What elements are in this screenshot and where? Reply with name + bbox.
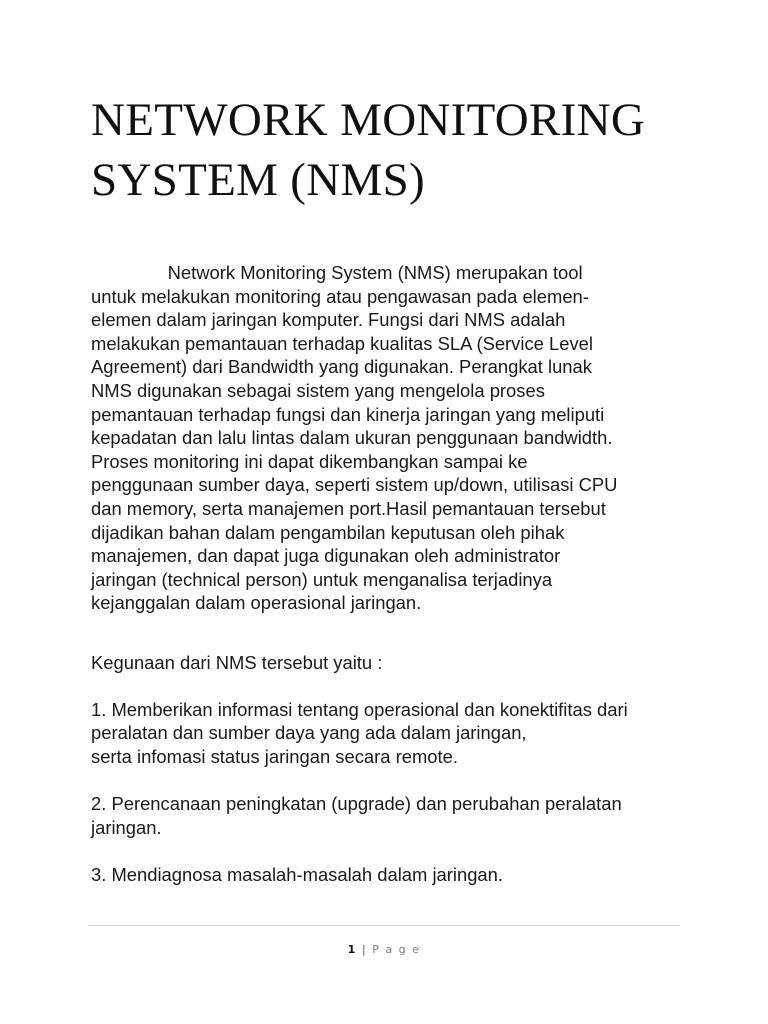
paragraph-line: kepadatan dan lalu lintas dalam ukuran penggunaan bandwidth. [91, 427, 613, 449]
paragraph-line: jaringan (technical person) untuk menganalisa terjadinya [91, 568, 553, 590]
title-line: SYSTEM (NMS) [91, 154, 425, 206]
list-item-line: 2. Perencanaan peningkatan (upgrade) dan perubahan peralatan [91, 793, 622, 815]
paragraph-line: pemantauan terhadap fungsi dan kinerja jaringan yang meliputi [91, 403, 605, 425]
paragraph-line: penggunaan sumber daya, seperti sistem up/down, utilisasi CPU [91, 474, 618, 496]
paragraph-line: untuk melakukan monitoring atau pengawasan pada elemen- [91, 285, 589, 307]
page-number: 1 [347, 943, 357, 956]
list-item-line: 1. Memberikan informasi tentang operasional dan konektifitas dari [91, 698, 628, 720]
page-separator: | [361, 943, 368, 956]
list-item-line: peralatan dan sumber daya yang ada dalam jaringan, [91, 722, 527, 744]
document-title [91, 90, 711, 210]
paragraph-spacer [91, 768, 691, 792]
paragraph-line: Agreement) dari Bandwidth yang digunakan. Perangkat lunak [91, 356, 592, 378]
paragraph-line: manajemen, dan dapat juga digunakan oleh administrator [91, 545, 561, 567]
list-item-line: 3. Mendiagnosa masalah-masalah dalam jaringan. [91, 863, 503, 885]
uses-heading: Kegunaan dari NMS tersebut yaitu : [91, 651, 383, 673]
paragraph-spacer [91, 839, 691, 863]
paragraph-line: NMS digunakan sebagai sistem yang mengelola proses [91, 379, 545, 401]
paragraph-spacer [91, 639, 691, 651]
paragraph-spacer [91, 674, 691, 698]
paragraph-line: elemen dalam jaringan komputer. Fungsi dari NMS adalah [91, 309, 566, 331]
title-line: NETWORK MONITORING [91, 94, 646, 146]
footer-divider [88, 925, 680, 926]
paragraph-line: dijadikan bahan dalam pengambilan keputusan oleh pihak [91, 521, 565, 543]
paragraph-line: melakukan pemantauan terhadap kualitas SLA (Service Level [91, 332, 593, 354]
list-item-line: serta infomasi status jaringan secara remote. [91, 745, 458, 767]
paragraph-line: dan memory, serta manajemen port.Hasil pemantauan tersebut [91, 497, 606, 519]
document-body [91, 261, 691, 886]
list-item [91, 792, 691, 839]
paragraph-line: Proses monitoring ini dapat dikembangkan sampai ke [91, 450, 528, 472]
list-item-line: jaringan. [91, 816, 162, 838]
paragraph-line: kejanggalan dalam operasional jaringan. [91, 592, 422, 614]
list-item [91, 863, 691, 887]
intro-paragraph [91, 261, 691, 615]
paragraph-line: Network Monitoring System (NMS) merupakan tool [91, 262, 583, 283]
list-item [91, 698, 691, 769]
page-footer [0, 943, 768, 956]
page-label: P a g e [372, 943, 421, 956]
paragraph-spacer [91, 615, 691, 639]
